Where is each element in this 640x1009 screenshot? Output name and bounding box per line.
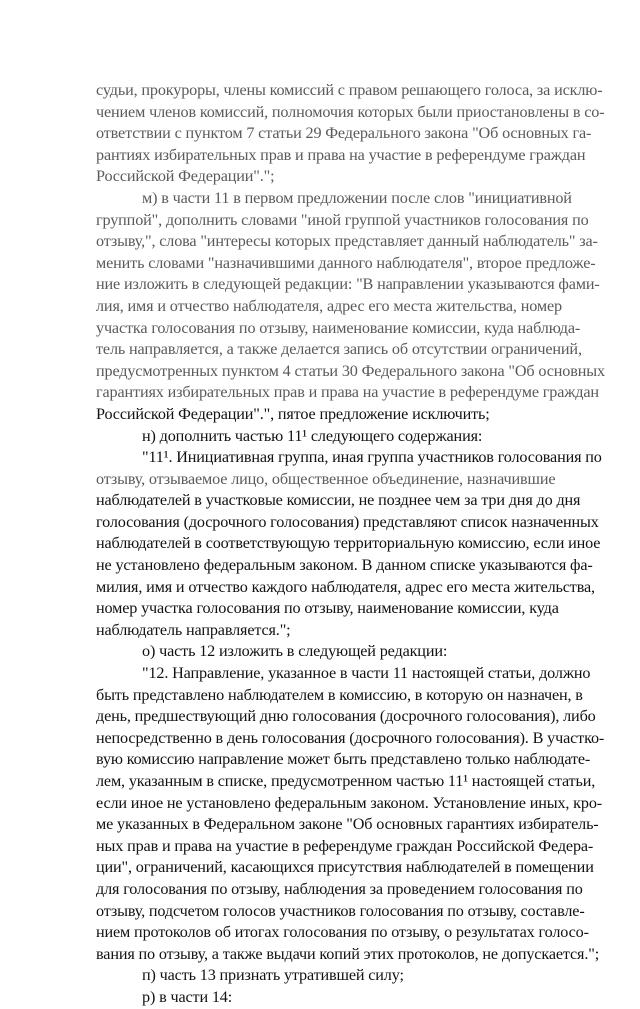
text-line: Российской Федерации"."; (96, 167, 275, 186)
text-line: чением членов комиссий, полномочия которых были приостановлены в со- (96, 102, 605, 121)
text-line: Российской Федерации".", пятое предложение исключить; (96, 404, 490, 423)
text-line: нием протоколов об итогах голосования по отзыву, о результатах голосо- (96, 923, 589, 942)
text-line: наблюдателей в участковые комиссии, не позднее чем за три дня до дня (96, 491, 581, 510)
text-line: вания по отзыву, а также выдачи копий этих протоколов, не допускается."; (96, 944, 600, 963)
document-body (96, 80, 605, 1009)
text-line: "11¹. Инициативная группа, иная группа участников голосования по (142, 448, 602, 467)
text-line: быть представлено наблюдателем в комиссию, в которую он назначен, в (96, 685, 583, 704)
text-line: рантиях избирательных прав и права на участие в референдуме граждан (96, 145, 586, 164)
text-line: непосредственно в день голосования (досрочного голосования). В участко- (96, 728, 605, 747)
text-line: м) в части 11 в первом предложении после слов "инициативной (142, 188, 572, 207)
text-line: н) дополнить частью 11¹ следующего содержания: (142, 426, 483, 445)
text-line: номер участка голосования по отзыву, наименование комиссии, куда (96, 599, 559, 618)
text-line: ответствии с пунктом 7 статьи 29 Федерального закона "Об основных га- (96, 124, 592, 143)
text-line: ние изложить в следующей редакции: "В направлении указываются фами- (96, 275, 600, 294)
text-line: отзыву,", слова "интересы которых представляет данный наблюдатель" за- (96, 232, 598, 251)
text-line: день, предшествующий дню голосования (досрочного голосования), либо (96, 707, 596, 726)
text-line: р) в части 14: (142, 987, 233, 1006)
text-line: п) часть 13 признать утратившей силу; (142, 966, 404, 985)
text-line: "12. Направление, указанное в части 11 настоящей статьи, должно (142, 664, 591, 683)
text-line: наблюдатель направляется."; (96, 620, 291, 639)
text-line: ных прав и права на участие в референдуме граждан Российской Федера- (96, 836, 594, 855)
text-line: если иное не установлено федеральным законом. Установление иных, кро- (96, 793, 603, 812)
text-line: тель направляется, а также делается запись об отсутствии ограничений, (96, 340, 582, 359)
text-line: ции", ограничений, касающихся присутствия наблюдателей в помещении (96, 858, 594, 877)
text-line: голосования (досрочного голосования) представляют список назначенных (96, 512, 599, 531)
text-line: лия, имя и отчество наблюдателя, адрес его места жительства, номер (96, 296, 562, 315)
text-line: судьи, прокуроры, члены комиссий с правом решающего голоса, за исклю- (96, 81, 603, 99)
text-line: отзыву, отзываемое лицо, общественное объединение, назначившие (96, 469, 556, 488)
text-line: лем, указанным в списке, предусмотренном частью 11¹ настоящей статьи, (96, 772, 596, 790)
text-line: ме указанных в Федеральном законе "Об основных гарантиях избиратель- (96, 815, 599, 834)
text-line: наблюдателей в соответствующую территориальную комиссию, если иное (96, 534, 601, 553)
text-line: для голосования по отзыву, наблюдения за проведением голосования по (96, 879, 583, 898)
text-line: о) часть 12 изложить в следующей редакции: (142, 642, 448, 661)
text-line: милия, имя и отчество каждого наблюдателя, адрес его места жительства, (96, 577, 595, 596)
text-line: участка голосования по отзыву, наименование комиссии, куда наблюда- (96, 318, 581, 337)
text-line: гарантиях избирательных прав и права на участие в референдуме граждан (96, 383, 599, 402)
text-line: предусмотренных пунктом 4 статьи 30 Федерального закона "Об основных (96, 361, 605, 380)
text-line: вую комиссию направление может быть представлено только наблюдате- (96, 750, 591, 769)
text-line: группой", дополнить словами "иной группой участников голосования по (96, 210, 589, 229)
text-line: не установлено федеральным законом. В данном списке указываются фа- (96, 556, 593, 575)
text-line: менить словами "назначившими данного наблюдателя", второе предложе- (96, 253, 596, 272)
text-line: отзыву, подсчетом голосов участников голосования по отзыву, составле- (96, 901, 585, 920)
